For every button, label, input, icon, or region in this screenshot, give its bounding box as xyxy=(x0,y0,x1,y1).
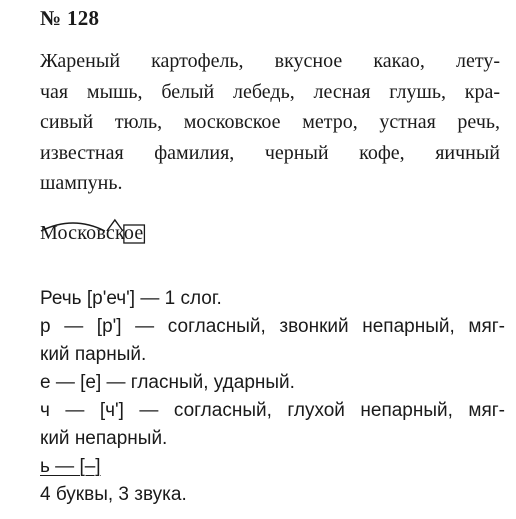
ending-box-mark xyxy=(124,225,145,243)
ending-segment: ое xyxy=(123,222,144,244)
paragraph-line: известная фамилия, черный кофе, яичный xyxy=(40,141,500,164)
syllable-header: Речь [р'еч'] — 1 слог. xyxy=(40,288,222,309)
paragraph-line: сивый тюль, московское метро, устная речь, xyxy=(40,111,500,133)
letters-sounds-summary: 4 буквы, 3 звука. xyxy=(40,484,187,505)
soft-sign-analysis: ь — [–] xyxy=(40,456,101,477)
paragraph-line: шампунь. xyxy=(40,172,123,194)
paragraph-line: Жареный картофель, вкусное какао, лету- xyxy=(40,50,500,72)
sound-ch-line: ч — [ч'] — согласный, глухой непарный, мяг- xyxy=(40,400,505,421)
suffix-caret-mark xyxy=(107,220,123,231)
suffix-segment: ск xyxy=(105,222,124,244)
exercise-number: № 128 xyxy=(40,6,100,30)
sound-r-line-cont: кий парный. xyxy=(40,344,147,365)
sound-ch-line-cont: кий непарный. xyxy=(40,428,168,449)
soft-sign-line xyxy=(40,453,505,481)
morpheme-marks xyxy=(40,210,200,250)
word-combinations-paragraph xyxy=(40,46,500,199)
root-segment: Москов xyxy=(40,222,106,244)
sound-r-line: р — [р'] — согласный, звонкий непарный, мяг- xyxy=(40,316,505,337)
phonetic-analysis xyxy=(40,285,505,509)
morphemic-parse xyxy=(40,210,180,250)
root-arc-mark xyxy=(41,223,105,231)
paragraph-line: чая мышь, белый лебедь, лесная глушь, кра- xyxy=(40,80,500,103)
sound-e-line: е — [е] — гласный, ударный. xyxy=(40,372,295,393)
